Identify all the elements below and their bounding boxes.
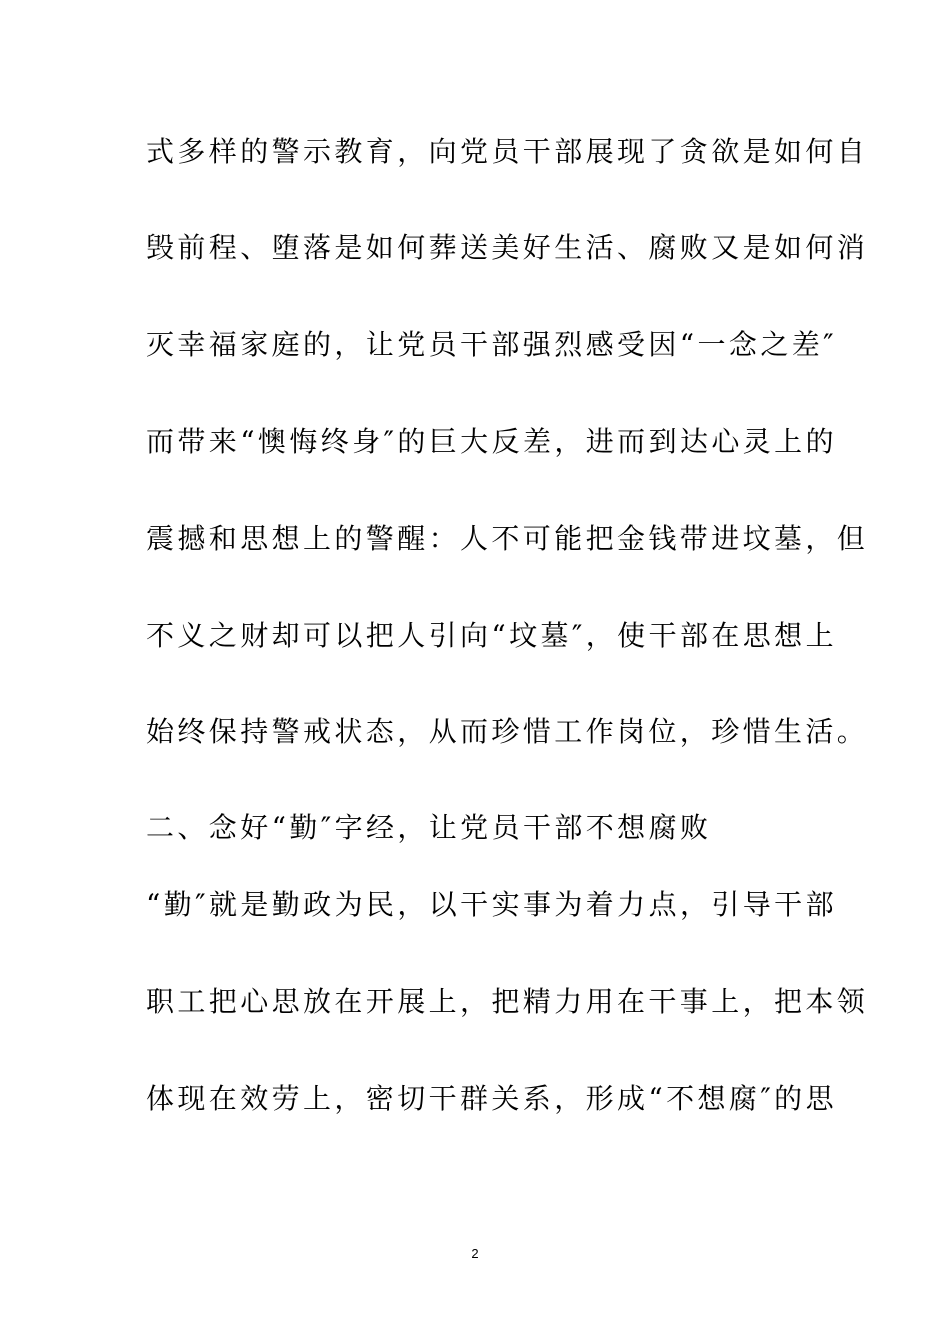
section-heading: 二、念好“勤″字经，让党员干部不想腐败 xyxy=(146,811,712,844)
body-text-line: 体现在效劳上，密切干群关系，形成“不想腐″的思 xyxy=(146,1082,837,1115)
body-text-line: 灭幸福家庭的，让党员干部强烈感受因“一念之差″ xyxy=(146,328,837,361)
body-text-line: 毁前程、堕落是如何葬送美好生活、腐败又是如何消 xyxy=(146,231,869,264)
page-number: 2 xyxy=(471,1246,479,1261)
body-text-line: 始终保持警戒状态，从而珍惜工作岗位，珍惜生活。 xyxy=(146,715,869,748)
body-text-line: 式多样的警示教育，向党员干部展现了贪欲是如何自 xyxy=(146,135,869,168)
body-text-line: “勤″就是勤政为民，以干实事为着力点，引导干部 xyxy=(146,888,837,921)
body-text-line: 而带来“懊悔终身″的巨大反差，进而到达心灵上的 xyxy=(146,425,837,458)
body-text-line: 职工把心思放在开展上，把精力用在干事上，把本领 xyxy=(146,985,869,1018)
body-text-line: 震撼和思想上的警醒：人不可能把金钱带进坟墓，但 xyxy=(146,522,869,555)
body-text-line: 不义之财却可以把人引向“坟墓″，使干部在思想上 xyxy=(146,619,837,652)
